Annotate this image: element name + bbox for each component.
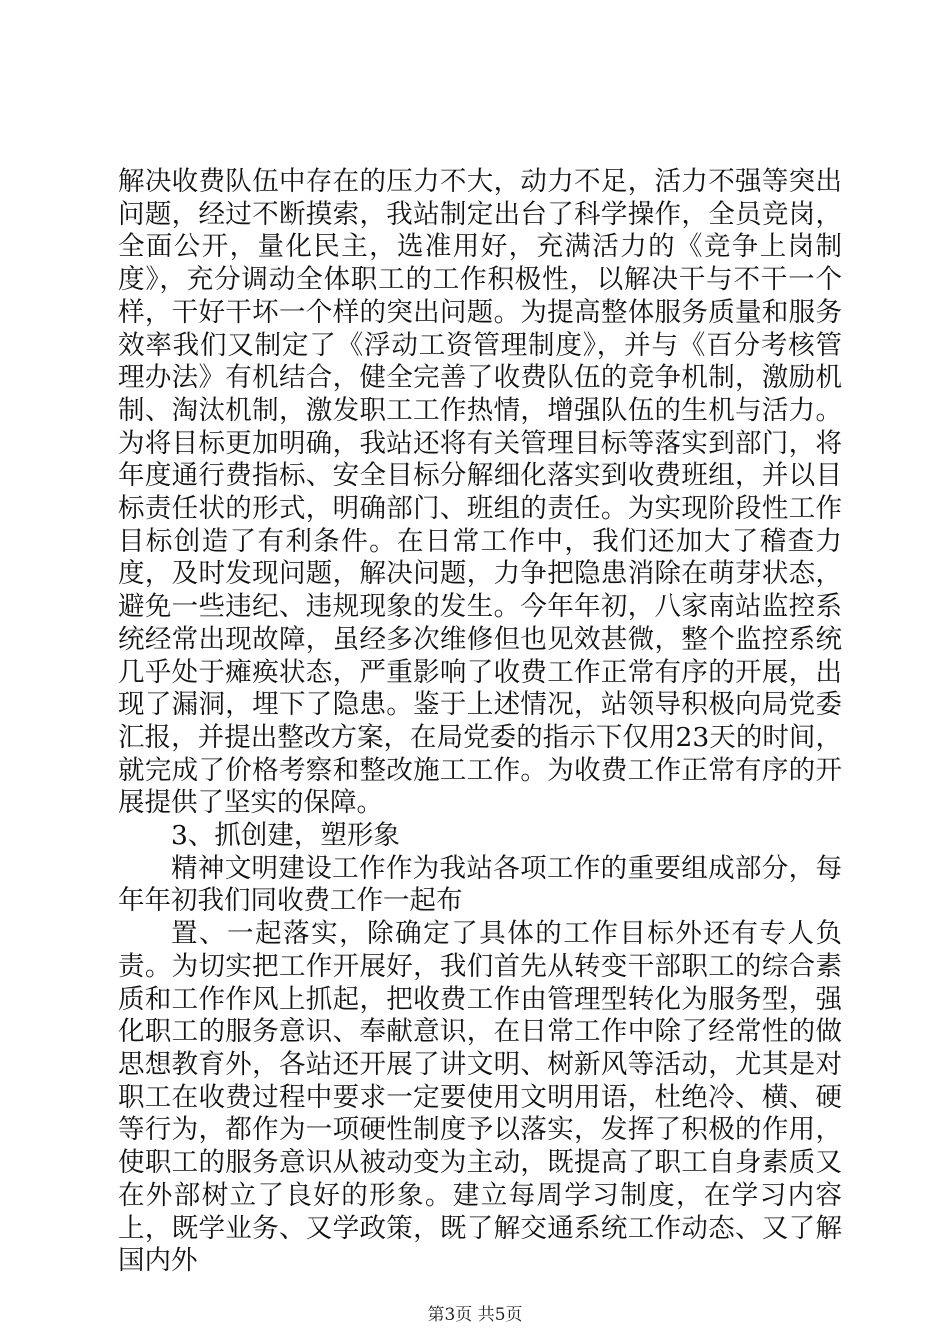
- paragraph-civilization-intro: 精神文明建设工作作为我站各项工作的重要组成部分，每年年初我们同收费工作一起布: [118, 852, 842, 917]
- paragraph-civilization-details: 置、一起落实，除确定了具体的工作目标外还有专人负责。为切实把工作开展好，我们首先从转变干部职工的综合素质和工作作风上抓起，把收费工作由管理型转化为服务型，强化职工的服务意识、奉献意识，在日常工作中除了经常性的做思想教育外，各站还开展了讲文明、树新风等活动，尤其是对职工在收费过程中要求一定要使用文明用语，杜绝冷、横、硬等行为，都作为一项硬性制度予以落实，发挥了积极的作用，使职工的服务意识从被动变为主动，既提高了职工自身素质又在外部树立了良好的形象。建立每周学习制度，在学习内容上，既学业务、又学政策，既了解交通系统工作动态、又了解国内外: [118, 918, 842, 1277]
- paragraph-management-measures: 解决收费队伍中存在的压力不大，动力不足，活力不强等突出问题，经过不断摸索，我站制定出台了科学操作，全员竞岗，全面公开，量化民主，选准用好，充满活力的《竞争上岗制度》，充分调动全体职工的工作积极性，以解决干与不干一个样，干好干坏一个样的突出问题。为提高整体服务质量和服务效率我们又制定了《浮动工资管理制度》，并与《百分考核管理办法》有机结合，健全完善了收费队伍的竞争机制，激励机制、淘汰机制，激发职工工作热情，增强队伍的生机与活力。为将目标更加明确，我站还将有关管理目标等落实到部门，将年度通行费指标、安全目标分解细化落实到收费班组，并以目标责任状的形式，明确部门、班组的责任。为实现阶段性工作目标创造了有利条件。在日常工作中，我们还加大了稽查力度，及时发现问题，解决问题，力争把隐患消除在萌芽状态，避免一些违纪、违规现象的发生。今年年初，八家南站监控系统经常出现故障，虽经多次维修但也见效甚微，整个监控系统几乎处于瘫痪状态，严重影响了收费工作正常有序的开展，出现了漏洞，埋下了隐患。鉴于上述情况，站领导积极向局党委汇报，并提出整改方案，在局党委的指示下仅用23天的时间，就完成了价格考察和整改施工工作。为收费工作正常有序的开展提供了坚实的保障。: [118, 166, 842, 819]
- page-number-footer: 第3页 共5页: [427, 1305, 523, 1325]
- document-body: [118, 166, 842, 1278]
- section-heading-creation: 3、抓创建，塑形象: [171, 820, 400, 852]
